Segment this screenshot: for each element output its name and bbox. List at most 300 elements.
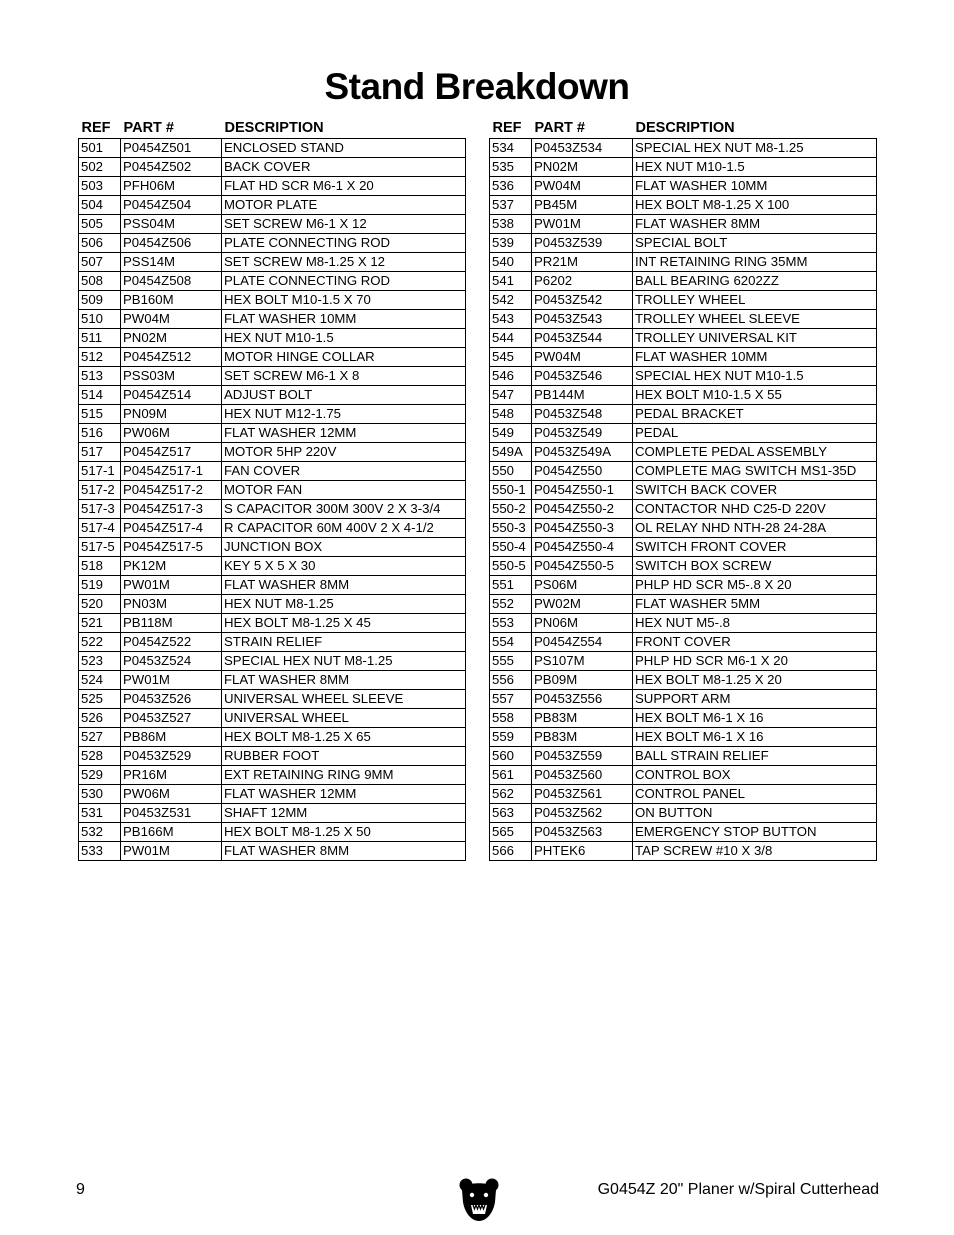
ref-cell: 529	[79, 766, 121, 785]
part-number-cell: P0454Z502	[121, 158, 222, 177]
part-number-cell: PW01M	[121, 576, 222, 595]
ref-cell: 501	[79, 139, 121, 158]
table-row	[490, 690, 877, 709]
ref-cell: 544	[490, 329, 532, 348]
description-cell: FRONT COVER	[633, 633, 877, 652]
part-number-cell: P0453Z560	[532, 766, 633, 785]
part-number-cell: PB118M	[121, 614, 222, 633]
ref-cell: 528	[79, 747, 121, 766]
part-number-cell: PW04M	[532, 177, 633, 196]
ref-cell: 535	[490, 158, 532, 177]
table-row	[490, 139, 877, 158]
part-number-cell: PHTEK6	[532, 842, 633, 861]
table-row	[490, 291, 877, 310]
description-cell: SPECIAL HEX NUT M10-1.5	[633, 367, 877, 386]
description-cell: FLAT WASHER 10MM	[222, 310, 466, 329]
description-column-header: DESCRIPTION	[224, 119, 324, 136]
ref-cell: 511	[79, 329, 121, 348]
ref-cell: 503	[79, 177, 121, 196]
table-row	[490, 633, 877, 652]
ref-cell: 532	[79, 823, 121, 842]
part-number-cell: P0454Z508	[121, 272, 222, 291]
part-number-cell: P0453Z529	[121, 747, 222, 766]
ref-cell: 557	[490, 690, 532, 709]
description-cell: PLATE CONNECTING ROD	[222, 234, 466, 253]
ref-column-header: REF	[492, 119, 522, 136]
description-cell: PLATE CONNECTING ROD	[222, 272, 466, 291]
part-number-cell: P0454Z504	[121, 196, 222, 215]
description-cell: HEX NUT M5-.8	[633, 614, 877, 633]
ref-cell: 536	[490, 177, 532, 196]
ref-cell: 515	[79, 405, 121, 424]
table-row	[490, 671, 877, 690]
part-number-cell: P0453Z542	[532, 291, 633, 310]
description-cell: MOTOR PLATE	[222, 196, 466, 215]
part-number-cell: P0454Z550-5	[532, 557, 633, 576]
table-row	[79, 462, 466, 481]
table-row	[79, 329, 466, 348]
description-cell: INT RETAINING RING 35MM	[633, 253, 877, 272]
description-cell: FLAT WASHER 8MM	[222, 576, 466, 595]
ref-cell: 517-3	[79, 500, 121, 519]
table-row	[79, 652, 466, 671]
table-row	[79, 367, 466, 386]
ref-cell: 543	[490, 310, 532, 329]
table-row	[79, 386, 466, 405]
table-row	[490, 652, 877, 671]
part-number-cell: PN02M	[532, 158, 633, 177]
ref-cell: 555	[490, 652, 532, 671]
table-row	[490, 823, 877, 842]
part-number-cell: PN09M	[121, 405, 222, 424]
table-row	[490, 367, 877, 386]
description-cell: SPECIAL HEX NUT M8-1.25	[633, 139, 877, 158]
part-number-cell: PFH06M	[121, 177, 222, 196]
table-row	[79, 747, 466, 766]
part-number-cell: PB86M	[121, 728, 222, 747]
ref-cell: 537	[490, 196, 532, 215]
description-cell: MOTOR HINGE COLLAR	[222, 348, 466, 367]
description-cell: KEY 5 X 5 X 30	[222, 557, 466, 576]
part-number-cell: P0453Z549	[532, 424, 633, 443]
table-header-row	[490, 117, 877, 139]
ref-cell: 509	[79, 291, 121, 310]
description-cell: SPECIAL BOLT	[633, 234, 877, 253]
part-number-cell: P0454Z550-3	[532, 519, 633, 538]
ref-cell: 517-4	[79, 519, 121, 538]
ref-cell: 552	[490, 595, 532, 614]
part-number-cell: P0453Z548	[532, 405, 633, 424]
part-number-cell: PB09M	[532, 671, 633, 690]
part-number-cell: P0454Z512	[121, 348, 222, 367]
description-cell: BALL BEARING 6202ZZ	[633, 272, 877, 291]
table-row	[490, 804, 877, 823]
description-cell: MOTOR FAN	[222, 481, 466, 500]
part-number-cell: PW06M	[121, 424, 222, 443]
description-cell: CONTROL BOX	[633, 766, 877, 785]
description-cell: TROLLEY WHEEL	[633, 291, 877, 310]
description-cell: HEX NUT M10-1.5	[222, 329, 466, 348]
table-row	[490, 538, 877, 557]
table-row	[79, 671, 466, 690]
part-number-cell: PK12M	[121, 557, 222, 576]
ref-cell: 559	[490, 728, 532, 747]
description-cell: SET SCREW M6-1 X 12	[222, 215, 466, 234]
ref-cell: 525	[79, 690, 121, 709]
bear-head-logo-icon	[458, 1176, 500, 1222]
ref-cell: 549A	[490, 443, 532, 462]
ref-cell: 545	[490, 348, 532, 367]
ref-cell: 517-1	[79, 462, 121, 481]
table-row	[490, 196, 877, 215]
part-number-cell: P0454Z501	[121, 139, 222, 158]
table-row	[490, 234, 877, 253]
part-number-cell: P0453Z561	[532, 785, 633, 804]
part-number-cell: P0453Z524	[121, 652, 222, 671]
ref-cell: 550-3	[490, 519, 532, 538]
description-cell: SET SCREW M8-1.25 X 12	[222, 253, 466, 272]
table-row	[79, 576, 466, 595]
table-row	[490, 405, 877, 424]
ref-cell: 517-2	[79, 481, 121, 500]
ref-cell: 527	[79, 728, 121, 747]
description-cell: CONTROL PANEL	[633, 785, 877, 804]
description-cell: ADJUST BOLT	[222, 386, 466, 405]
table-row	[490, 348, 877, 367]
description-cell: ON BUTTON	[633, 804, 877, 823]
ref-cell: 566	[490, 842, 532, 861]
table-row	[79, 291, 466, 310]
part-number-cell: PSS03M	[121, 367, 222, 386]
table-row	[490, 785, 877, 804]
ref-cell: 540	[490, 253, 532, 272]
table-row	[79, 633, 466, 652]
ref-cell: 524	[79, 671, 121, 690]
ref-cell: 551	[490, 576, 532, 595]
part-number-cell: P0454Z522	[121, 633, 222, 652]
table-row	[79, 481, 466, 500]
part-number-cell: PW02M	[532, 595, 633, 614]
table-row	[490, 709, 877, 728]
ref-cell: 523	[79, 652, 121, 671]
page-title: Stand Breakdown	[324, 66, 630, 107]
ref-cell: 521	[79, 614, 121, 633]
description-cell: FLAT WASHER 8MM	[222, 842, 466, 861]
part-number-cell: PB83M	[532, 709, 633, 728]
part-number-cell: PB166M	[121, 823, 222, 842]
description-cell: PHLP HD SCR M6-1 X 20	[633, 652, 877, 671]
table-row	[490, 842, 877, 861]
part-number-cell: P0454Z550-1	[532, 481, 633, 500]
ref-cell: 538	[490, 215, 532, 234]
part-number-cell: PB83M	[532, 728, 633, 747]
table-row	[490, 557, 877, 576]
ref-cell: 508	[79, 272, 121, 291]
ref-cell: 561	[490, 766, 532, 785]
description-cell: TROLLEY WHEEL SLEEVE	[633, 310, 877, 329]
ref-cell: 541	[490, 272, 532, 291]
description-cell: EXT RETAINING RING 9MM	[222, 766, 466, 785]
table-row	[79, 253, 466, 272]
ref-cell: 514	[79, 386, 121, 405]
ref-cell: 502	[79, 158, 121, 177]
description-cell: BACK COVER	[222, 158, 466, 177]
part-number-cell: P0454Z517-4	[121, 519, 222, 538]
table-row	[490, 728, 877, 747]
ref-cell: 507	[79, 253, 121, 272]
part-number-cell: P0453Z562	[532, 804, 633, 823]
description-cell: BALL STRAIN RELIEF	[633, 747, 877, 766]
part-number-cell: PS06M	[532, 576, 633, 595]
ref-cell: 533	[79, 842, 121, 861]
table-row	[79, 728, 466, 747]
part-number-cell: PW06M	[121, 785, 222, 804]
table-row	[490, 519, 877, 538]
description-cell: FLAT WASHER 10MM	[633, 177, 877, 196]
table-row	[79, 538, 466, 557]
description-cell: HEX NUT M10-1.5	[633, 158, 877, 177]
description-cell: HEX BOLT M8-1.25 X 50	[222, 823, 466, 842]
part-number-cell: P0454Z550	[532, 462, 633, 481]
part-number-cell: P0453Z527	[121, 709, 222, 728]
description-cell: FAN COVER	[222, 462, 466, 481]
ref-cell: 530	[79, 785, 121, 804]
part-number-cell: P0454Z506	[121, 234, 222, 253]
table-row	[79, 766, 466, 785]
description-cell: TROLLEY UNIVERSAL KIT	[633, 329, 877, 348]
ref-column-header: REF	[81, 119, 111, 136]
table-row	[79, 785, 466, 804]
ref-cell: 504	[79, 196, 121, 215]
part-number-cell: P0453Z539	[532, 234, 633, 253]
ref-cell: 522	[79, 633, 121, 652]
table-row	[490, 177, 877, 196]
part-number-cell: P0454Z554	[532, 633, 633, 652]
part-number-cell: PS107M	[532, 652, 633, 671]
table-row	[490, 424, 877, 443]
ref-cell: 519	[79, 576, 121, 595]
table-row	[79, 443, 466, 462]
description-cell: ENCLOSED STAND	[222, 139, 466, 158]
description-cell: HEX BOLT M8-1.25 X 100	[633, 196, 877, 215]
part-number-cell: PW04M	[121, 310, 222, 329]
part-number-cell: PN06M	[532, 614, 633, 633]
table-row	[79, 348, 466, 367]
part-number-cell: PB45M	[532, 196, 633, 215]
part-number-cell: P0453Z534	[532, 139, 633, 158]
ref-cell: 546	[490, 367, 532, 386]
table-row	[79, 690, 466, 709]
part-number-cell: P0453Z549A	[532, 443, 633, 462]
part-number-cell: PN03M	[121, 595, 222, 614]
ref-cell: 558	[490, 709, 532, 728]
description-cell: HEX NUT M8-1.25	[222, 595, 466, 614]
part-number-cell: PW01M	[121, 842, 222, 861]
ref-cell: 550-2	[490, 500, 532, 519]
table-row	[79, 519, 466, 538]
ref-cell: 526	[79, 709, 121, 728]
description-cell: HEX BOLT M6-1 X 16	[633, 709, 877, 728]
description-cell: RUBBER FOOT	[222, 747, 466, 766]
description-cell: HEX BOLT M6-1 X 16	[633, 728, 877, 747]
description-cell: SHAFT 12MM	[222, 804, 466, 823]
table-row	[490, 595, 877, 614]
table-row	[490, 272, 877, 291]
ref-cell: 560	[490, 747, 532, 766]
description-cell: S CAPACITOR 300M 300V 2 X 3-3/4	[222, 500, 466, 519]
part-number-cell: P0453Z544	[532, 329, 633, 348]
description-cell: SUPPORT ARM	[633, 690, 877, 709]
table-row	[79, 158, 466, 177]
description-cell: FLAT WASHER 8MM	[222, 671, 466, 690]
description-cell: FLAT WASHER 10MM	[633, 348, 877, 367]
part-number-cell: P0453Z559	[532, 747, 633, 766]
ref-cell: 565	[490, 823, 532, 842]
description-cell: STRAIN RELIEF	[222, 633, 466, 652]
table-row	[490, 766, 877, 785]
part-column-header: PART #	[534, 119, 585, 136]
part-number-cell: P0454Z517-2	[121, 481, 222, 500]
ref-cell: 542	[490, 291, 532, 310]
description-cell: MOTOR 5HP 220V	[222, 443, 466, 462]
part-number-cell: PSS04M	[121, 215, 222, 234]
table-row	[79, 177, 466, 196]
description-cell: PEDAL BRACKET	[633, 405, 877, 424]
description-cell: FLAT WASHER 8MM	[633, 215, 877, 234]
part-number-cell: P0453Z531	[121, 804, 222, 823]
part-number-cell: PR21M	[532, 253, 633, 272]
ref-cell: 531	[79, 804, 121, 823]
table-row	[79, 804, 466, 823]
page-number: 9	[76, 1181, 85, 1198]
description-cell: HEX BOLT M10-1.5 X 55	[633, 386, 877, 405]
table-row	[490, 462, 877, 481]
part-column-header: PART #	[123, 119, 174, 136]
description-cell: HEX BOLT M10-1.5 X 70	[222, 291, 466, 310]
part-number-cell: P0453Z563	[532, 823, 633, 842]
description-cell: SWITCH FRONT COVER	[633, 538, 877, 557]
table-header-row	[79, 117, 466, 139]
ref-cell: 550-1	[490, 481, 532, 500]
ref-cell: 510	[79, 310, 121, 329]
part-number-cell: PR16M	[121, 766, 222, 785]
part-number-cell: PB160M	[121, 291, 222, 310]
parts-table-right-body	[490, 139, 877, 861]
table-row	[79, 557, 466, 576]
table-row	[79, 310, 466, 329]
description-cell: FLAT WASHER 5MM	[633, 595, 877, 614]
table-row	[79, 823, 466, 842]
description-cell: HEX BOLT M8-1.25 X 65	[222, 728, 466, 747]
ref-cell: 517-5	[79, 538, 121, 557]
ref-cell: 550-5	[490, 557, 532, 576]
ref-cell: 517	[79, 443, 121, 462]
description-cell: OL RELAY NHD NTH-28 24-28A	[633, 519, 877, 538]
table-row	[79, 500, 466, 519]
table-row	[490, 215, 877, 234]
description-cell: SWITCH BACK COVER	[633, 481, 877, 500]
ref-cell: 505	[79, 215, 121, 234]
ref-cell: 512	[79, 348, 121, 367]
table-row	[490, 386, 877, 405]
ref-cell: 518	[79, 557, 121, 576]
description-cell: COMPLETE PEDAL ASSEMBLY	[633, 443, 877, 462]
ref-cell: 534	[490, 139, 532, 158]
table-row	[79, 196, 466, 215]
part-number-cell: PB144M	[532, 386, 633, 405]
part-number-cell: P0453Z556	[532, 690, 633, 709]
description-cell: CONTACTOR NHD C25-D 220V	[633, 500, 877, 519]
description-cell: JUNCTION BOX	[222, 538, 466, 557]
table-row	[79, 215, 466, 234]
description-cell: HEX NUT M12-1.75	[222, 405, 466, 424]
table-row	[79, 595, 466, 614]
description-cell: SWITCH BOX SCREW	[633, 557, 877, 576]
table-row	[79, 709, 466, 728]
ref-cell: 550-4	[490, 538, 532, 557]
description-cell: PEDAL	[633, 424, 877, 443]
table-row	[79, 405, 466, 424]
description-cell: HEX BOLT M8-1.25 X 20	[633, 671, 877, 690]
ref-cell: 563	[490, 804, 532, 823]
description-cell: R CAPACITOR 60M 400V 2 X 4-1/2	[222, 519, 466, 538]
description-cell: COMPLETE MAG SWITCH MS1-35D	[633, 462, 877, 481]
description-cell: FLAT WASHER 12MM	[222, 785, 466, 804]
ref-cell: 556	[490, 671, 532, 690]
table-row	[79, 842, 466, 861]
table-row	[79, 424, 466, 443]
part-number-cell: PW04M	[532, 348, 633, 367]
parts-table-left-body	[79, 139, 466, 861]
ref-cell: 554	[490, 633, 532, 652]
ref-cell: 548	[490, 405, 532, 424]
ref-cell: 520	[79, 595, 121, 614]
part-number-cell: P0453Z546	[532, 367, 633, 386]
part-number-cell: P0454Z514	[121, 386, 222, 405]
ref-cell: 516	[79, 424, 121, 443]
parts-table-left	[78, 117, 466, 861]
ref-cell: 506	[79, 234, 121, 253]
table-row	[79, 272, 466, 291]
table-row	[79, 139, 466, 158]
part-number-cell: P0454Z517-1	[121, 462, 222, 481]
description-cell: FLAT WASHER 12MM	[222, 424, 466, 443]
table-row	[490, 747, 877, 766]
ref-cell: 513	[79, 367, 121, 386]
part-number-cell: P0453Z543	[532, 310, 633, 329]
table-row	[490, 443, 877, 462]
table-row	[490, 576, 877, 595]
table-row	[490, 158, 877, 177]
part-number-cell: PW01M	[121, 671, 222, 690]
description-cell: SET SCREW M6-1 X 8	[222, 367, 466, 386]
description-cell: UNIVERSAL WHEEL	[222, 709, 466, 728]
part-number-cell: PSS14M	[121, 253, 222, 272]
ref-cell: 562	[490, 785, 532, 804]
description-cell: TAP SCREW #10 X 3/8	[633, 842, 877, 861]
ref-cell: 550	[490, 462, 532, 481]
ref-cell: 549	[490, 424, 532, 443]
part-number-cell: P0454Z517-3	[121, 500, 222, 519]
part-number-cell: PW01M	[532, 215, 633, 234]
ref-cell: 547	[490, 386, 532, 405]
description-cell: UNIVERSAL WHEEL SLEEVE	[222, 690, 466, 709]
ref-cell: 539	[490, 234, 532, 253]
part-number-cell: P6202	[532, 272, 633, 291]
description-cell: PHLP HD SCR M5-.8 X 20	[633, 576, 877, 595]
part-number-cell: PN02M	[121, 329, 222, 348]
footer-manual-title: G0454Z 20" Planer w/Spiral Cutterhead	[597, 1181, 879, 1198]
